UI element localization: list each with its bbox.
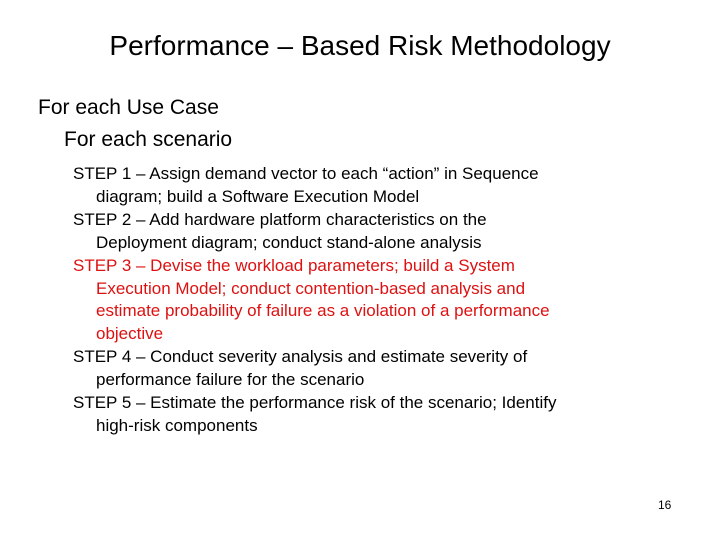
step-line — [73, 163, 673, 186]
step-label: STEP 3 — [73, 255, 132, 275]
step-3 — [73, 255, 673, 347]
step-line: Deployment diagram; conduct stand-alone analysis — [96, 232, 482, 252]
step-line: diagram; build a Software Execution Model — [96, 186, 420, 206]
step-text: – Add hardware platform characteristics on the — [131, 209, 487, 229]
step-text: – Assign demand vector to each “action” in Sequence — [131, 164, 539, 183]
page-number: 16 — [658, 498, 672, 512]
bullet-use-case: For each Use Case — [38, 96, 219, 119]
steps-list — [73, 163, 673, 438]
bullet-scenario: For each scenario — [64, 128, 233, 151]
step-line: performance failure for the scenario — [96, 370, 365, 390]
step-line: estimate probability of failure as a violation of a performance — [96, 301, 550, 321]
slide-title: Performance – Based Risk Methodology — [109, 30, 611, 61]
step-label: STEP 5 — [73, 393, 132, 413]
step-5 — [73, 392, 673, 438]
step-label: STEP 4 — [73, 347, 132, 367]
step-line — [73, 346, 673, 369]
step-line: high-risk components — [96, 415, 258, 435]
step-line: objective — [96, 324, 164, 344]
step-text: – Conduct severity analysis and estimate severity of — [131, 347, 528, 367]
step-label: STEP 2 — [73, 209, 132, 229]
step-line — [73, 209, 673, 232]
step-4 — [73, 346, 673, 392]
step-line: Execution Model; conduct contention-based analysis and — [96, 278, 526, 298]
step-line — [73, 392, 673, 415]
step-text: – Devise the workload parameters; build a System — [131, 255, 515, 275]
step-2 — [73, 209, 673, 255]
step-label: STEP 1 — [73, 164, 132, 183]
step-1 — [73, 163, 673, 209]
step-line — [73, 255, 673, 278]
step-text: – Estimate the performance risk of the scenario; Identify — [131, 393, 557, 413]
